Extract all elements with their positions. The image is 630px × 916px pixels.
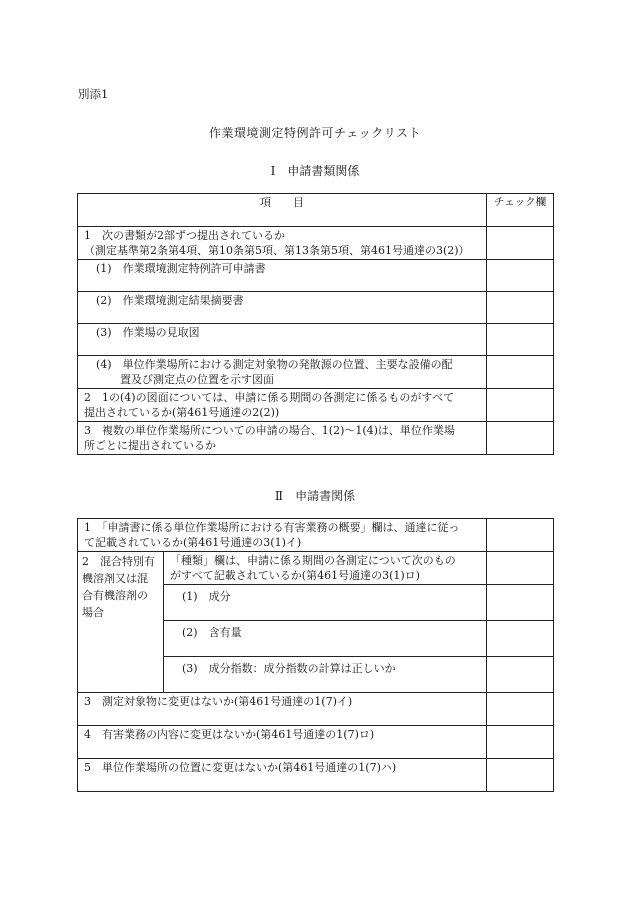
mixed-solvent-line: 合有機溶剤の	[82, 589, 148, 602]
row-text-cont: 所ごとに提出されているか	[84, 439, 216, 452]
row-text: 1 「申請書に係る単位作業場所における有害業務の概要」欄は、通達に従っ	[84, 521, 460, 534]
check-cell[interactable]	[487, 657, 554, 693]
mixed-solvent-line: 2 混合特別有	[82, 555, 155, 568]
application-form-table	[77, 518, 554, 792]
row-text: 3 複数の単位作業場所についての申請の場合、1(2)～1(4)は、単位作業場	[84, 424, 455, 437]
check-cell[interactable]	[487, 585, 554, 621]
component-index-item	[164, 657, 487, 693]
table-row	[78, 552, 554, 585]
row-text-cont: 置及び測定点の位置を示す図面	[120, 373, 274, 386]
row-text-cont: がすべて記載されているか(第461号通達の3(1)ロ)	[170, 569, 420, 582]
check-cell[interactable]	[487, 552, 554, 585]
table-row	[78, 759, 554, 792]
row-text: (1) 成分	[182, 590, 231, 603]
header-item: 項 目	[78, 194, 487, 227]
row-text: (2) 含有量	[182, 626, 242, 639]
check-cell[interactable]	[487, 389, 554, 422]
row-item	[78, 292, 487, 324]
check-cell[interactable]	[487, 260, 554, 292]
mixed-solvent-line: 場合	[82, 606, 104, 619]
table-row	[78, 519, 554, 552]
check-cell[interactable]	[487, 324, 554, 356]
row-item	[78, 227, 487, 260]
row-text: 3 測定対象物に変更はないか(第461号通達の1(7)イ)	[84, 695, 353, 708]
row-text: (1) 作業環境測定特例許可申請書	[96, 262, 266, 275]
row-item	[78, 356, 487, 389]
check-cell[interactable]	[487, 422, 554, 455]
table-row	[78, 260, 554, 292]
row-item	[78, 324, 487, 356]
section2-heading: Ⅱ 申請書関係	[274, 489, 356, 503]
row-text: 1 次の書類が2部ずつ提出されているか	[84, 229, 285, 242]
table-row	[78, 726, 554, 759]
attachment-label: 別添1	[78, 87, 109, 101]
row-item	[78, 260, 487, 292]
check-cell[interactable]	[487, 519, 554, 552]
table-row	[78, 356, 554, 389]
row-item	[78, 389, 487, 422]
row-text: (2) 作業環境測定結果摘要書	[96, 294, 244, 307]
table-row	[78, 389, 554, 422]
row-item	[78, 759, 487, 792]
row-item	[78, 693, 487, 726]
row-text: (3) 成分指数：成分指数の計算は正しいか	[182, 662, 396, 675]
type-column-item	[164, 552, 487, 585]
row-item	[78, 422, 487, 455]
row-text: 2 1の(4)の図面については、申請に係る期間の各測定に係るものがすべて	[84, 391, 455, 404]
check-cell[interactable]	[487, 693, 554, 726]
table-row	[78, 693, 554, 726]
row-text: 5 単位作業場所の位置に変更はないか(第461号通達の1(7)ハ)	[84, 761, 397, 774]
row-text-cont: 提出されているか(第461号通達の2(2))	[84, 406, 280, 419]
table-header-row	[78, 194, 554, 227]
row-item	[78, 726, 487, 759]
row-text: (3) 作業場の見取図	[96, 326, 200, 339]
check-cell[interactable]	[487, 726, 554, 759]
check-cell[interactable]	[487, 292, 554, 324]
document-title: 作業環境測定特例許可チェックリスト	[209, 126, 421, 140]
mixed-solvent-line: 機溶剤又は混	[82, 572, 148, 585]
table-row	[78, 292, 554, 324]
section1-heading: Ⅰ 申請書類関係	[270, 164, 360, 178]
table-row	[78, 422, 554, 455]
table-row	[78, 227, 554, 260]
component-item	[164, 585, 487, 621]
check-cell[interactable]	[487, 356, 554, 389]
check-cell[interactable]	[487, 621, 554, 657]
row-text: (4) 単位作業場所における測定対象物の発散源の位置、主要な設備の配	[96, 358, 453, 371]
row-text: 4 有害業務の内容に変更はないか(第461号通達の1(7)ロ)	[84, 728, 375, 741]
row-item	[78, 519, 487, 552]
row-text-cont: （測定基準第2条第4項、第10条第5項、第13条第5項、第461号通達の3(2)）	[84, 244, 470, 257]
check-cell[interactable]	[487, 227, 554, 260]
row-text: 「種類」欄は、申請に係る期間の各測定について次のもの	[170, 554, 456, 567]
content-amount-item	[164, 621, 487, 657]
mixed-solvent-label	[78, 552, 164, 693]
check-cell[interactable]	[487, 759, 554, 792]
header-check: チェック欄	[487, 194, 554, 227]
application-documents-table	[77, 193, 554, 455]
table-row	[78, 324, 554, 356]
row-text-cont: て記載されているか(第461号通達の3(1)イ)	[84, 536, 302, 549]
